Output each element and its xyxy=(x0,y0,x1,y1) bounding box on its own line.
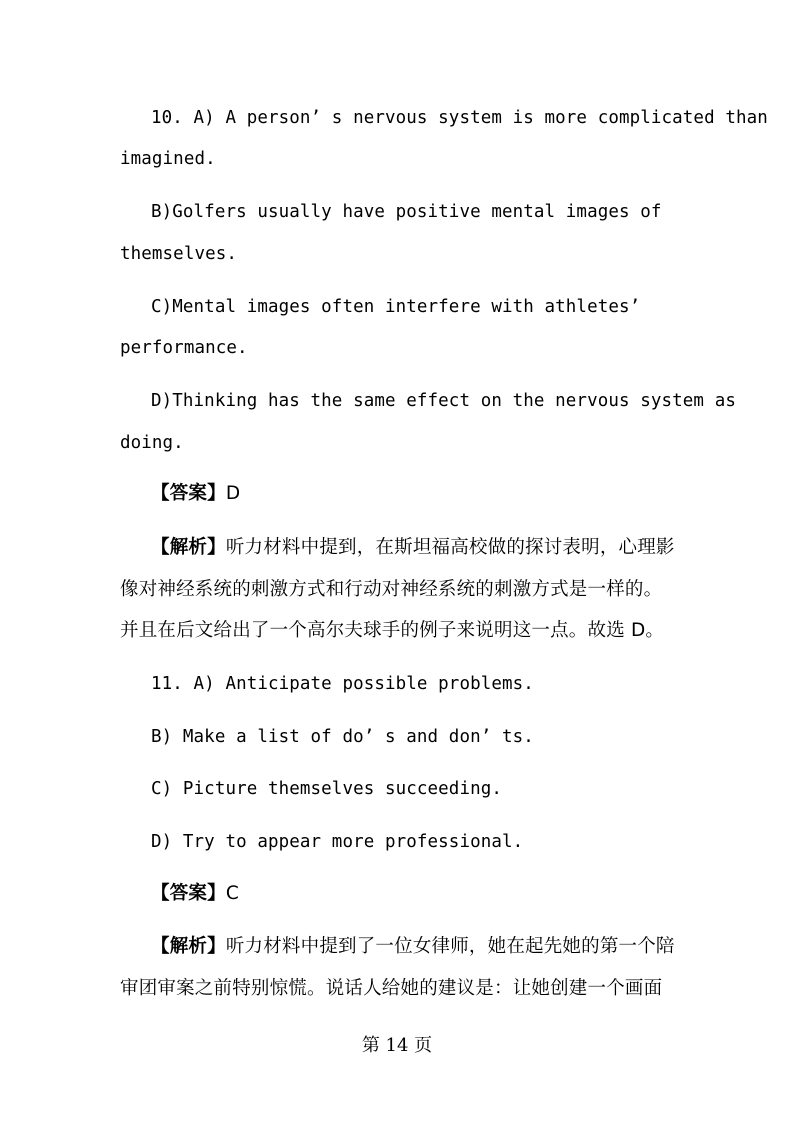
q10-option-d-line2: doing. xyxy=(120,433,184,453)
q10-option-c-line1: C)Mental images often interfere with athletes’ xyxy=(151,297,641,317)
q11-analysis-line2: 审团审案之前特别惊慌。说话人给她的建议是：让她创建一个画面 xyxy=(120,978,663,999)
q11-answer-value: C xyxy=(225,883,239,904)
q10-option-b-line1: B)Golfers usually have positive mental images of xyxy=(151,202,662,222)
q10-answer xyxy=(151,482,711,506)
q11-option-a: 11. A) Anticipate possible problems. xyxy=(151,674,534,694)
q10-option-a-line1: 10. A) A person’ s nervous system is more complicated than xyxy=(151,108,768,128)
q10-analysis-label: 【解析】 xyxy=(151,537,226,558)
q10-analysis-line1 xyxy=(151,536,711,560)
q10-analysis-text-line1: 听力材料中提到，在斯坦福高校做的探讨表明，心理影 xyxy=(225,537,675,558)
page-number: 第 14 页 xyxy=(361,1035,433,1056)
q10-answer-value: D xyxy=(225,483,241,504)
q11-analysis-label: 【解析】 xyxy=(151,936,226,957)
q11-option-b: B) Make a list of do’ s and don’ ts. xyxy=(151,727,534,747)
q10-option-a-line2: imagined. xyxy=(120,149,216,169)
q11-answer xyxy=(151,882,711,906)
q11-answer-label: 【答案】 xyxy=(151,883,226,904)
q10-analysis-line3: 并且在后文给出了一个高尔夫球手的例子来说明这一点。故选 D。 xyxy=(120,620,665,641)
q11-option-c: C) Picture themselves succeeding. xyxy=(151,779,502,799)
q10-answer-label: 【答案】 xyxy=(151,483,226,504)
q10-analysis-line2: 像对神经系统的刺激方式和行动对神经系统的刺激方式是一样的。 xyxy=(120,579,663,600)
q10-option-c-line2: performance. xyxy=(120,338,248,358)
q10-option-b-line2: themselves. xyxy=(120,244,237,264)
q11-analysis-text-line1: 听力材料中提到了一位女律师，她在起先她的第一个陪 xyxy=(225,936,675,957)
q10-option-d-line1: D)Thinking has the same effect on the nervous system as xyxy=(151,391,736,411)
q11-analysis-line1 xyxy=(151,935,711,959)
q11-option-d: D) Try to appear more professional. xyxy=(151,832,524,852)
